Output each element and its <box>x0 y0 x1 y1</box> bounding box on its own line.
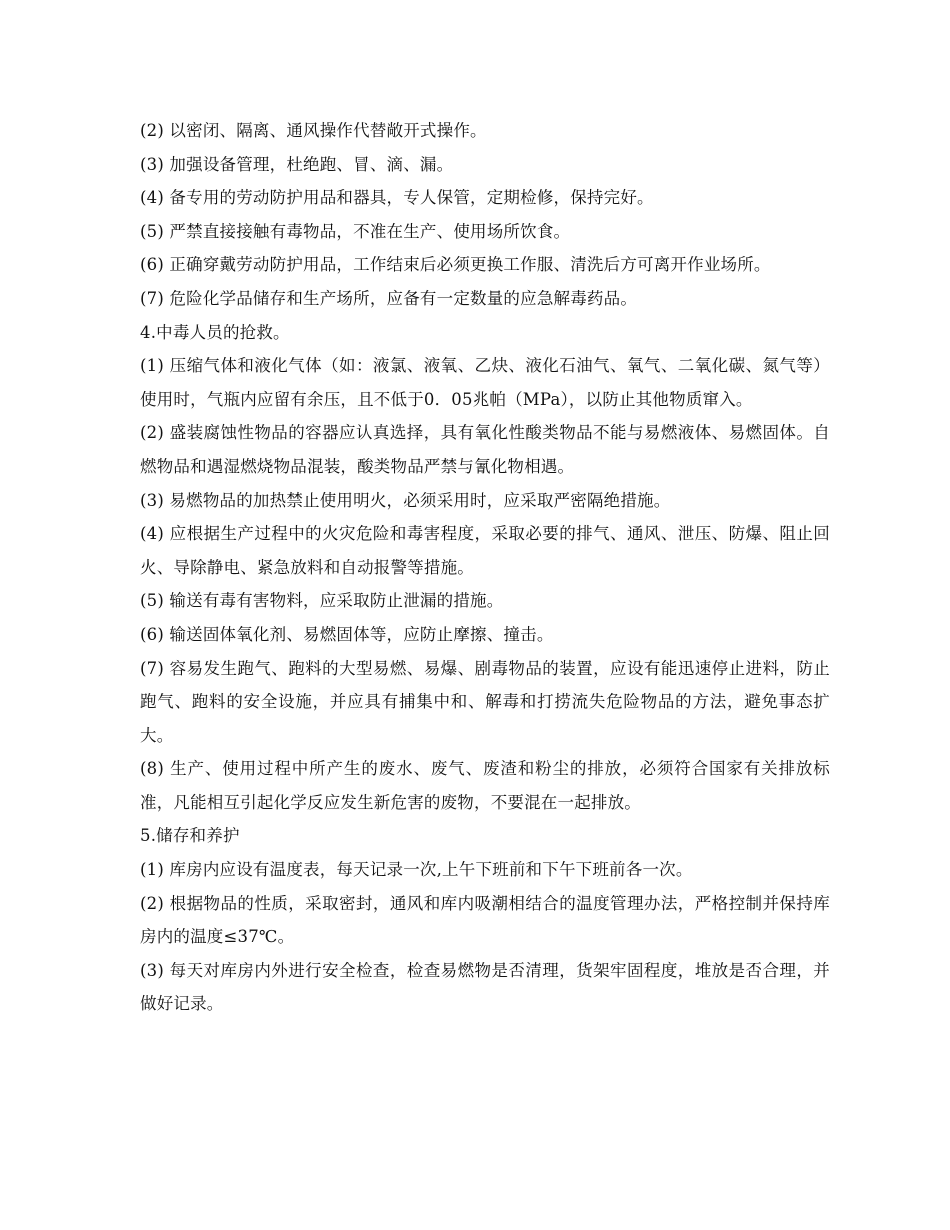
document-body <box>140 114 830 1021</box>
paragraph-item-4-protective-equipment: (4) 备专用的劳动防护用品和器具，专人保管，定期检修，保持完好。 <box>140 188 654 208</box>
paragraph-item-3-heating: (3) 易燃物品的加热禁止使用明火，必须采用时，应采取严密隔绝措施。 <box>140 490 671 510</box>
section-heading-poisoning-rescue: 4.中毒人员的抢救。 <box>140 322 290 342</box>
paragraph-item-1-compressed-gas: (1) 压缩气体和液化气体（如：液氯、液氧、乙炔、液化石油气、氧气、二氧化碳、氮气等）使用时，气瓶内应留有余压，且不低于0．05兆帕（MPa），以防止其他物质窜入。 <box>140 356 830 409</box>
section-heading-storage-maintenance: 5.储存和养护 <box>140 826 240 846</box>
paragraph-item-2-sealed-operation: (2) 以密闭、隔离、通风操作代替敞开式操作。 <box>140 121 487 140</box>
paragraph-item-6-solid-oxidizer: (6) 输送固体氧化剂、易燃固体等，应防止摩擦、撞击。 <box>140 624 554 644</box>
paragraph-item-4-fire-hazard-measures: (4) 应根据生产过程中的火灾危险和毒害程度，采取必要的排气、通风、泄压、防爆、阻止回火、导除静电、紧急放料和自动报警等措施。 <box>140 524 830 577</box>
paragraph-item-1-thermometer: (1) 库房内应设有温度表，每天记录一次,上午下班前和下午下班前各一次。 <box>140 860 693 880</box>
paragraph-item-5-no-eating: (5) 严禁直接接触有毒物品，不准在生产、使用场所饮食。 <box>140 221 571 241</box>
paragraph-item-3-equipment-management: (3) 加强设备管理，杜绝跑、冒、滴、漏。 <box>140 154 454 174</box>
paragraph-item-7-antidote: (7) 危险化学品储存和生产场所，应备有一定数量的应急解毒药品。 <box>140 288 638 308</box>
paragraph-item-3-daily-inspection: (3) 每天对库房内外进行安全检查，检查易燃物是否清理，货架牢固程度，堆放是否合理，并做好记录。 <box>140 960 830 1014</box>
paragraph-item-8-waste-discharge: (8) 生产、使用过程中所产生的废水、废气、废渣和粉尘的排放，必须符合国家有关排放标准，凡能相互引起化学反应发生新危害的废物，不要混在一起排放。 <box>140 759 830 812</box>
paragraph-item-2-temperature-control: (2) 根据物品的性质，采取密封，通风和库内吸潮相结合的温度管理办法，严格控制并保持库房内的温度≤37℃。 <box>140 893 830 947</box>
paragraph-item-2-corrosive-containers: (2) 盛装腐蚀性物品的容器应认真选择，具有氧化性酸类物品不能与易燃液体、易燃固体。自燃物品和遇湿燃烧物品混装，酸类物品严禁与氰化物相遇。 <box>140 423 830 476</box>
paragraph-item-6-wear-protection: (6) 正确穿戴劳动防护用品，工作结束后必须更换工作服、清洗后方可离开作业场所。 <box>140 255 771 275</box>
paragraph-item-7-leak-facilities: (7) 容易发生跑气、跑料的大型易燃、易爆、剧毒物品的装置，应设有能迅速停止进料，防止跑气、跑料的安全设施，并应具有捕集中和、解毒和打捞流失危险物品的方法，避免事态扩大。 <box>140 658 830 745</box>
paragraph-item-5-toxic-transport: (5) 输送有毒有害物料，应采取防止泄漏的措施。 <box>140 591 504 611</box>
